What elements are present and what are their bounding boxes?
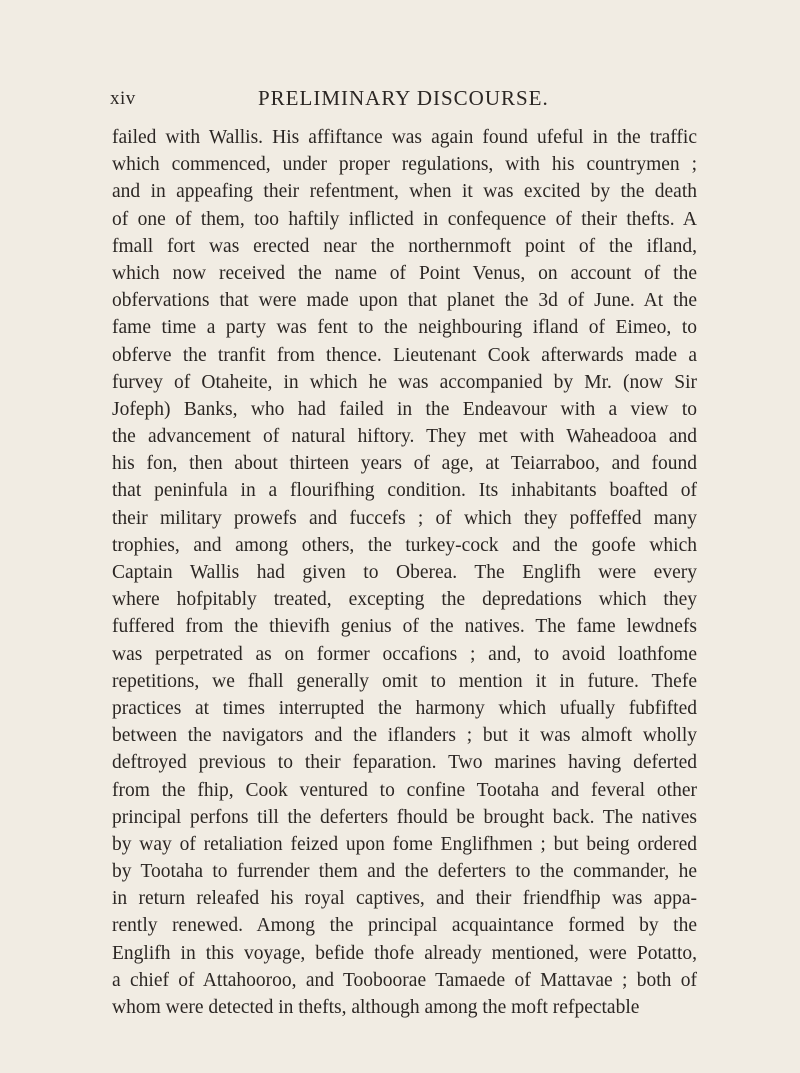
text-line: obferve the tranfit from thence. Lieutenant Cook afterwards made a (112, 344, 697, 366)
text-line: was perpetrated as on former occafions ; and, to avoid loathfome (112, 643, 697, 665)
text-line: whom were detected in thefts, although among the moft refpectable (112, 997, 640, 1018)
text-line: in return releafed his royal captives, and their friendfhip was appa- (112, 888, 697, 910)
text-line: the advancement of natural hiftory. They met with Waheadooa and (112, 426, 697, 448)
text-line: fmall fort was erected near the northernmoft point of the ifland, (112, 235, 697, 257)
text-line: his fon, then about thirteen years of age, at Teiarraboo, and found (112, 453, 697, 475)
text-line: failed with Wallis. His affiftance was again found ufeful in the traffic (112, 127, 697, 148)
running-head (100, 88, 700, 114)
text-line: obfervations that were made upon that planet the 3d of June. At the (112, 290, 697, 312)
text-line: fuffered from the thievifh genius of the natives. The fame lewdnefs (112, 616, 697, 638)
text-line: their military prowefs and fuccefs ; of which they poffeffed many (112, 507, 697, 529)
text-line: repetitions, we fhall generally omit to mention it in future. Thefe (112, 670, 697, 692)
text-line: fame time a party was fent to the neighbouring ifland of Eimeo, to (112, 317, 697, 339)
text-line: which commenced, under proper regulations, with his countrymen ; (112, 154, 697, 176)
body-text (112, 124, 697, 1021)
text-line: by way of retaliation feized upon fome Englifhmen ; but being ordered (112, 833, 697, 855)
text-line: a chief of Attahooroo, and Tooboorae Tamaede of Mattavae ; both of (112, 969, 697, 991)
text-line: principal perfons till the deferters fhould be brought back. The natives (112, 806, 697, 828)
text-line: and in appeafing their refentment, when it was excited by the death (112, 181, 697, 203)
text-line: by Tootaha to furrender them and the deferters to the commander, he (112, 861, 697, 883)
text-line: rently renewed. Among the principal acquaintance formed by the (112, 915, 697, 937)
text-line: of one of them, too haftily inflicted in confequence of their thefts. A (112, 208, 697, 230)
text-line: that peninfula in a flourifhing condition. Its inhabitants boafted of (112, 480, 697, 502)
text-line: trophies, and among others, the turkey-cock and the goofe which (112, 534, 697, 556)
running-title: PRELIMINARY DISCOURSE. (258, 86, 549, 110)
text-line: which now received the name of Point Venus, on account of the (112, 262, 697, 284)
text-line: from the fhip, Cook ventured to confine Tootaha and feveral other (112, 779, 697, 801)
text-line: Englifh in this voyage, befide thofe already mentioned, were Potatto, (112, 942, 697, 964)
text-line: between the navigators and the iflanders ; but it was almoft wholly (112, 725, 697, 747)
text-line: Jofeph) Banks, who had failed in the Endeavour with a view to (112, 398, 697, 420)
text-line: practices at times interrupted the harmony which ufually fubfifted (112, 697, 697, 719)
text-line: deftroyed previous to their feparation. Two marines having deferted (112, 752, 697, 774)
page-number: xiv (110, 88, 136, 109)
text-line: where hofpitably treated, excepting the depredations which they (112, 589, 697, 611)
text-line: furvey of Otaheite, in which he was accompanied by Mr. (now Sir (112, 371, 697, 393)
text-line: Captain Wallis had given to Oberea. The Englifh were every (112, 562, 697, 583)
